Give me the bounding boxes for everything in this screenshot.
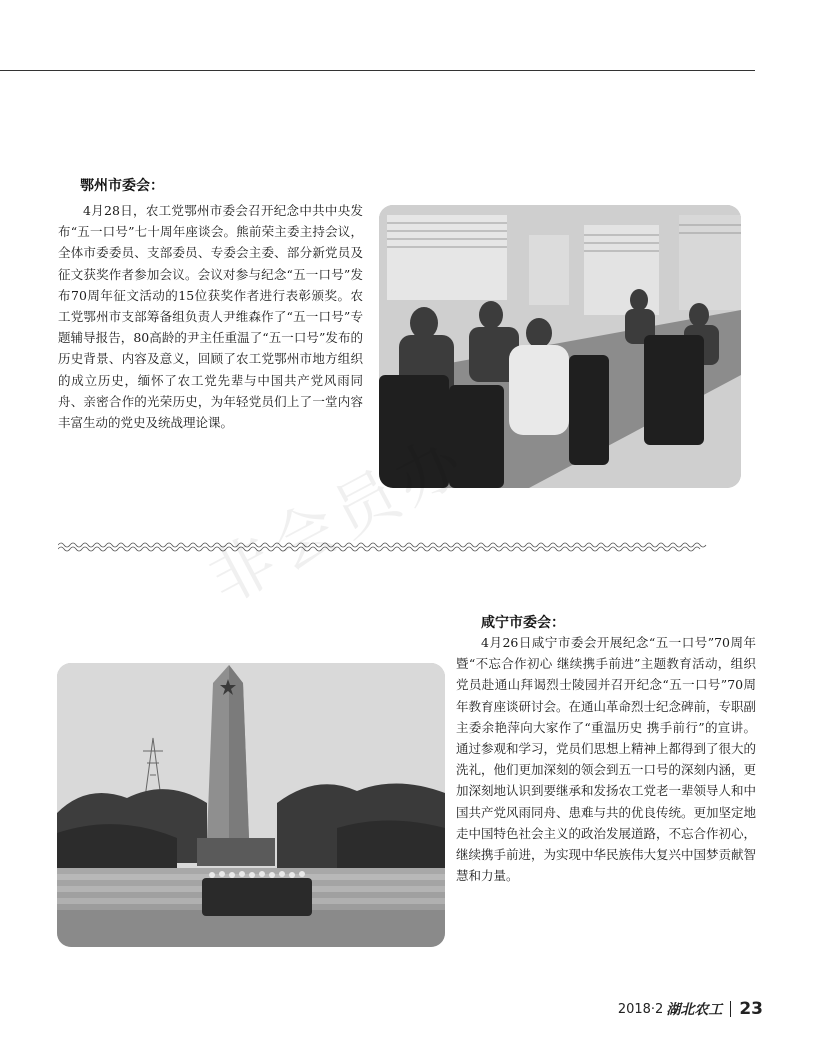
section-heading-xianning: 咸宁市委会： <box>481 615 565 631</box>
issue-number: 2018·2 <box>617 1001 664 1017</box>
watermark: 非会员办 <box>197 421 480 619</box>
section-body-ezhou: 4月28日，农工党鄂州市委会召开纪念中共中央发布“五一口号”七十周年座谈会。熊前荣主委主持会议，全体市委委员、支部委员、专委会主委、部分新党员及征文获奖作者参加会议。会议对参与纪念“五一口号”发布70周年征文活动的15位获奖作者进行表彰颁奖。农工党鄂州市支部筹备组负责人尹维森作了“五一口号”专题辅导报告，80高龄的尹主任重温了“五一口号”发布的历史背景、内容及意义，回顾了农工党鄂州市地方组织的成立历史，缅怀了农工党先辈与中国共产党风雨同舟、亲密合作的光荣历史，为年轻党员们上了一堂内容丰富生动的党史及统战理论课。 <box>58 203 363 431</box>
top-rule <box>0 70 755 71</box>
page-number: 23 <box>739 999 763 1019</box>
monument-photo <box>57 663 445 947</box>
magazine-title: 湖北农工 <box>666 1002 723 1018</box>
wavy-divider <box>58 540 755 554</box>
section-heading-ezhou: 鄂州市委会： <box>80 178 164 194</box>
section-body-xianning: 4月26日咸宁市委会开展纪念“五一口号”70周年暨“不忘合作初心 继续携手前进”主题教育活动，组织党员赴通山拜谒烈士陵园并召开纪念“五一口号”70周年教育座谈研讨会。在通山革命烈士纪念碑前，专职副主委余艳萍向大家作了“重温历史 携手前行”的宣讲。通过参观和学习，党员们思想上精神上都得到了很大的洗礼，他们更加深刻的领会到五一口号的深刻内涵，更加深刻地认识到要继承和发扬农工党老一辈领导人和中国共产党风雨同舟、患难与共的优良传统。更加坚定地走中国特色社会主义的政治发展道路，不忘合作初心，继续携手前进，为实现中华民族伟大复兴中国梦贡献智慧和力量。 <box>456 635 757 884</box>
page-footer <box>618 999 763 1019</box>
meeting-photo <box>379 205 741 488</box>
footer-separator <box>730 1001 731 1017</box>
